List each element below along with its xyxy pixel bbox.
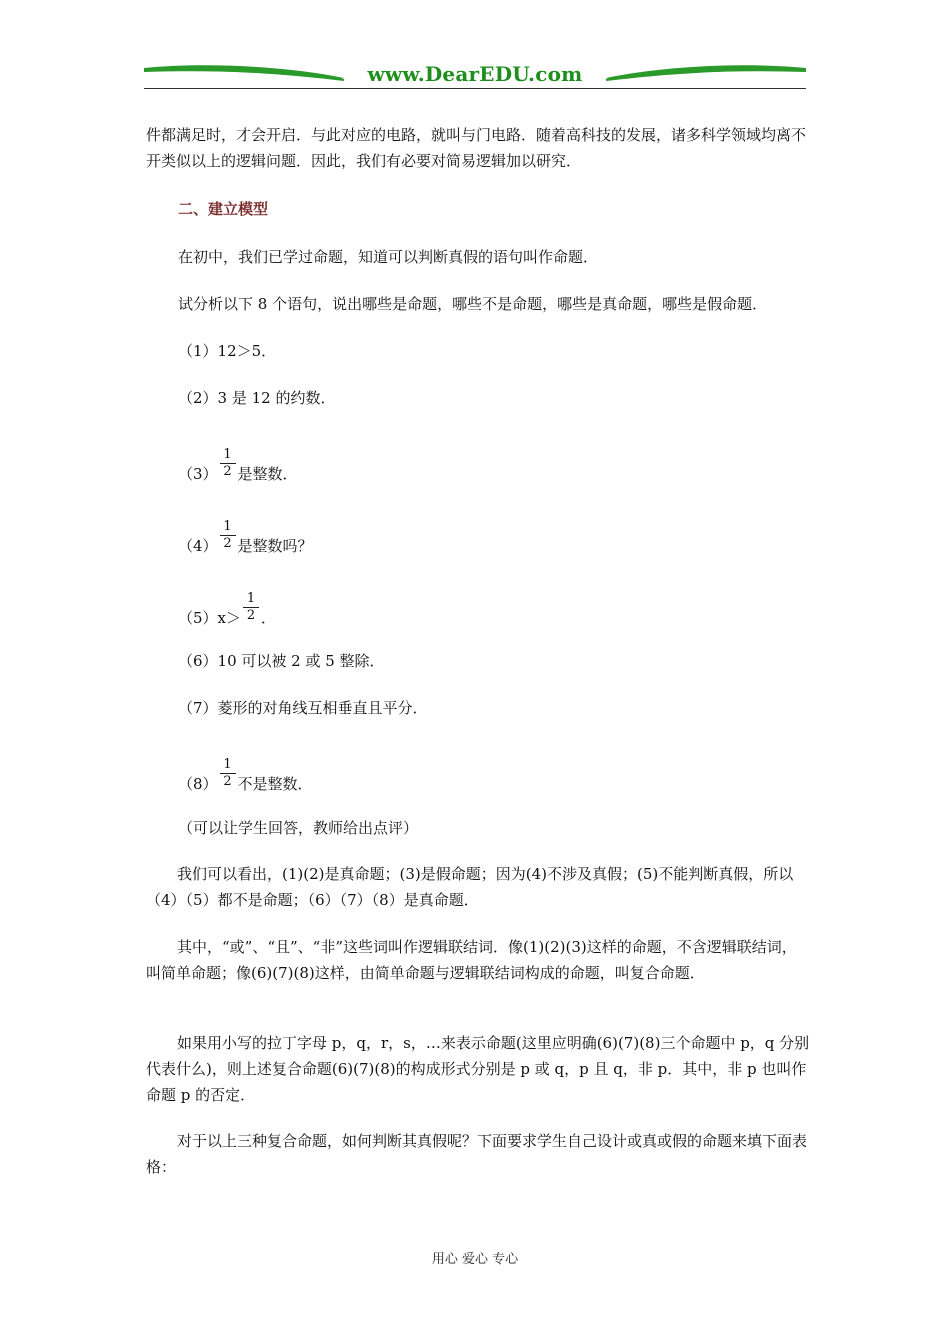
site-logo-url[interactable]: www.DearEDU.com bbox=[367, 62, 583, 86]
statement-1: （1）12＞5． bbox=[178, 342, 277, 360]
statement-6: （6）10 可以被 2 或 5 整除． bbox=[178, 652, 385, 670]
statement-3-label: （3） bbox=[178, 465, 218, 483]
fraction-one-half bbox=[220, 448, 236, 479]
intro-paragraph bbox=[146, 122, 810, 174]
statement-3 bbox=[178, 447, 298, 485]
fraction-denominator: 2 bbox=[223, 536, 232, 551]
header-divider bbox=[144, 88, 806, 89]
section-title: 二、建立模型 bbox=[178, 200, 269, 218]
analysis-paragraph bbox=[146, 861, 810, 913]
fraction-denominator: 2 bbox=[223, 774, 232, 789]
statement-5-text: ． bbox=[261, 609, 277, 627]
statement-5-label: （5）x＞ bbox=[178, 609, 242, 627]
connectives-text: 其中，“或”、“且”、“非”这些词叫作逻辑联结词．像(1)(2)(3)这样的命题，不含逻辑联结词，叫简单命题；像(6)(7)(8)这样，由简单命题与逻辑联结词构成的命题，叫复合命题． bbox=[146, 938, 797, 982]
fraction-numerator: 1 bbox=[223, 447, 232, 462]
paragraph-task: 试分析以下 8 个语句，说出哪些是命题，哪些不是命题，哪些是真命题，哪些是假命题． bbox=[178, 295, 768, 313]
notation-text: 如果用小写的拉丁字母 p，q，r，s，…来表示命题(这里应明确(6)(7)(8)三个命题中 p，q 分别代表什么)，则上述复合命题(6)(7)(8)的构成形式分别是 p 或 q，p 且 q，非 p．其中，非 p 也叫作命题 p 的否定． bbox=[146, 1034, 810, 1104]
statement-5 bbox=[178, 591, 277, 629]
analysis-text: 我们可以看出，(1)(2)是真命题；(3)是假命题；因为(4)不涉及真假；(5)不能判断真假，所以（4）（5）都不是命题；（6）（7）（8）是真命题． bbox=[146, 865, 794, 909]
statement-4 bbox=[178, 519, 313, 557]
fraction-numerator: 1 bbox=[246, 591, 256, 606]
paragraph-definition: 在初中，我们已学过命题，知道可以判断真假的语句叫作命题． bbox=[178, 248, 599, 266]
statement-3-text: 是整数． bbox=[237, 465, 298, 483]
statement-8-text: 不是整数． bbox=[237, 775, 313, 793]
statement-2: （2）3 是 12 的约数． bbox=[178, 389, 336, 407]
statement-8 bbox=[178, 757, 313, 795]
truth-table-intro-text: 对于以上三种复合命题，如何判断其真假呢？下面要求学生自己设计或真或假的命题来填下面表格： bbox=[146, 1132, 808, 1176]
notation-paragraph bbox=[146, 1030, 810, 1108]
fraction-denominator: 2 bbox=[246, 608, 256, 623]
connectives-paragraph bbox=[146, 934, 810, 986]
teacher-note: （可以让学生回答，教师给出点评） bbox=[178, 819, 419, 837]
statement-7: （7）菱形的对角线互相垂直且平分． bbox=[178, 699, 428, 717]
fraction-one-half bbox=[243, 592, 259, 623]
statement-4-label: （4） bbox=[178, 537, 218, 555]
fraction-numerator: 1 bbox=[223, 757, 232, 772]
site-header bbox=[144, 58, 806, 94]
fraction-one-half bbox=[220, 520, 236, 551]
fraction-denominator: 2 bbox=[223, 464, 232, 479]
fraction-one-half bbox=[220, 758, 236, 789]
statement-4-text: 是整数吗？ bbox=[237, 537, 313, 555]
page-footer: 用心 爱心 专心 bbox=[431, 1252, 519, 1267]
truth-table-intro bbox=[146, 1128, 810, 1180]
statement-8-label: （8） bbox=[178, 775, 218, 793]
fraction-numerator: 1 bbox=[223, 519, 232, 534]
intro-text: 件都满足时，才会开启．与此对应的电路，就叫与门电路．随着高科技的发展，诸多科学领域均离不开类似以上的逻辑问题．因此，我们有必要对简易逻辑加以研究． bbox=[146, 126, 807, 170]
